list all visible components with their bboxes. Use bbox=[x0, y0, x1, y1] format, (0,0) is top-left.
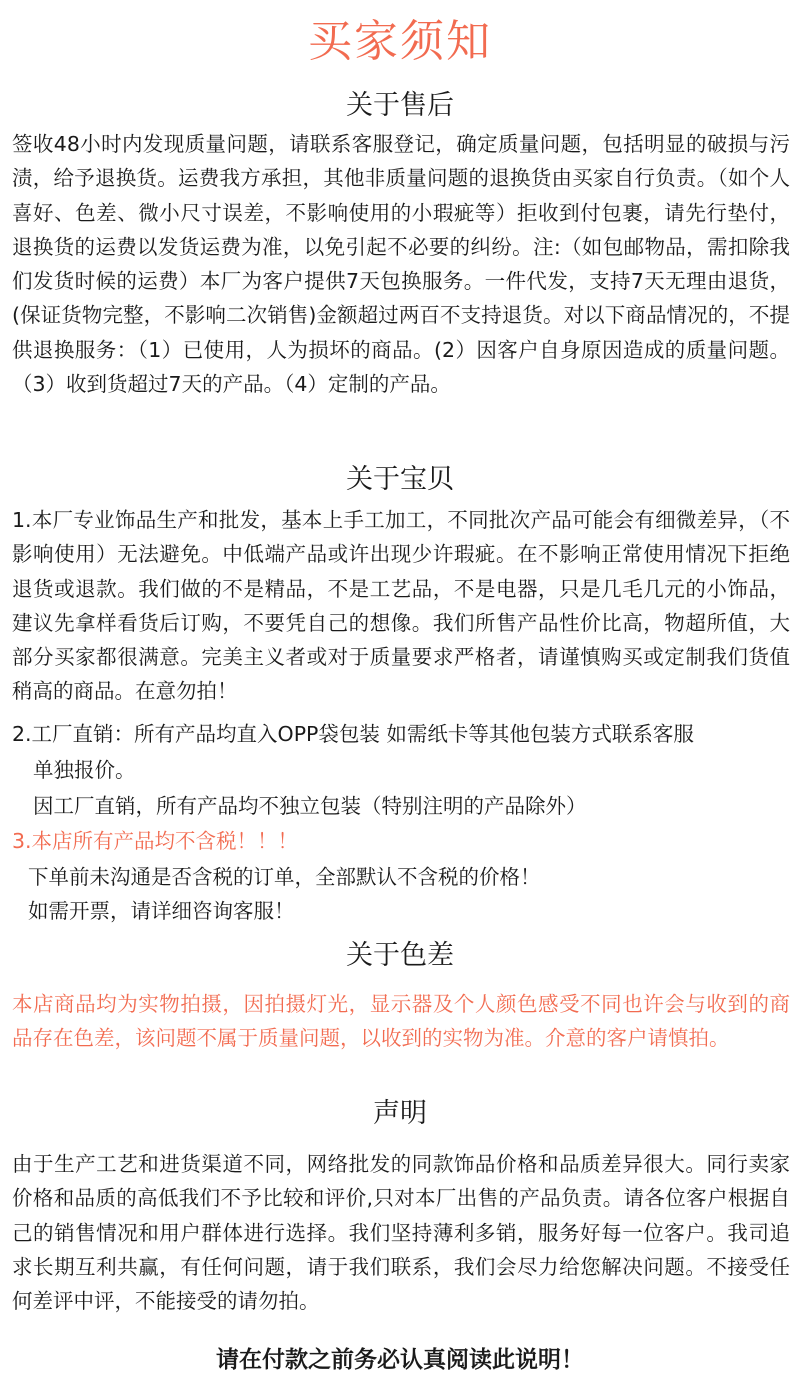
after-sales-heading: 关于售后 bbox=[346, 90, 454, 121]
product-item-3-line-3: 如需开票，请详细咨询客服！ bbox=[28, 899, 295, 923]
color-diff-heading: 关于色差 bbox=[346, 940, 454, 971]
product-item-2-line-2: 单独报价。 bbox=[33, 758, 136, 782]
page-title: 买家须知 bbox=[308, 16, 492, 67]
statement-body: 由于生产工艺和进货渠道不同，网络批发的同款饰品价格和品质差异很大。同行卖家价格和品质的高低我们不予比较和评价,只对本厂出售的产品负责。请各位客户根据自己的销售情况和用户群体进行选择。我们坚持薄利多销，服务好每一位客户。我司追求长期互利共赢，有任何问题，请于我们联系，我们会尽力给您解决问题。不接受任何差评中评，不能接受的请勿拍。 bbox=[12, 1152, 790, 1314]
product-item-1: 1.本厂专业饰品生产和批发，基本上手工加工，不同批次产品可能会有细微差异，（不影响使用）无法避免。中低端产品或许出现少许瑕疵。在不影响正常使用情况下拒绝退货或退款。我们做的不是精品，不是工艺品，不是电器，只是几毛几元的小饰品，建议先拿样看货后订购，不要凭自己的想像。我们所售产品性价比高，物超所值，大部分买家都很满意。完美主义者或对于质量要求严格者，请谨慎购买或定制我们货值稍高的商品。在意勿拍！ bbox=[12, 508, 790, 704]
after-sales-body: 签收48小时内发现质量问题，请联系客服登记，确定质量问题，包括明显的破损与污渍，给予退换货。运费我方承担，其他非质量问题的退换货由买家自行负责。（如个人喜好、色差、微小尺寸误差，不影响使用的小瑕疵等）拒收到付包裹，请先行垫付，退换货的运费以发货运费为准，以免引起不必要的纠纷。注:（如包邮物品，需扣除我们发货时候的运费）本厂为客户提供7天包换服务。一件代发，支持7天无理由退货，(保证货物完整，不影响二次销售)金额超过两百不支持退货。对以下商品情况的，不提供退换服务：（1）已使用，人为损坏的商品。(2）因客户自身原因造成的质量问题。（3）收到货超过7天的产品。（4）定制的产品。 bbox=[12, 132, 790, 397]
color-diff-body: 本店商品均为实物拍摄，因拍摄灯光，显示器及个人颜色感受不同也许会与收到的商品存在色差，该问题不属于质量问题，以收到的实物为准。介意的客户请慎拍。 bbox=[12, 992, 790, 1051]
product-item-2-line-1: 2.工厂直销：所有产品均直入OPP袋包装 如需纸卡等其他包装方式联系客服 bbox=[12, 722, 694, 746]
product-heading: 关于宝贝 bbox=[346, 464, 454, 495]
product-item-2-line-3: 因工厂直销，所有产品均不独立包装（特别注明的产品除外） bbox=[33, 794, 587, 818]
product-item-3-line-2: 下单前未沟通是否含税的订单，全部默认不含税的价格！ bbox=[28, 865, 541, 889]
product-item-3-line-1: 3.本店所有产品均不含税！！！ bbox=[12, 829, 299, 853]
payment-reminder: 请在付款之前务必认真阅读此说明！ bbox=[216, 1347, 584, 1373]
statement-heading: 声明 bbox=[373, 1098, 427, 1129]
